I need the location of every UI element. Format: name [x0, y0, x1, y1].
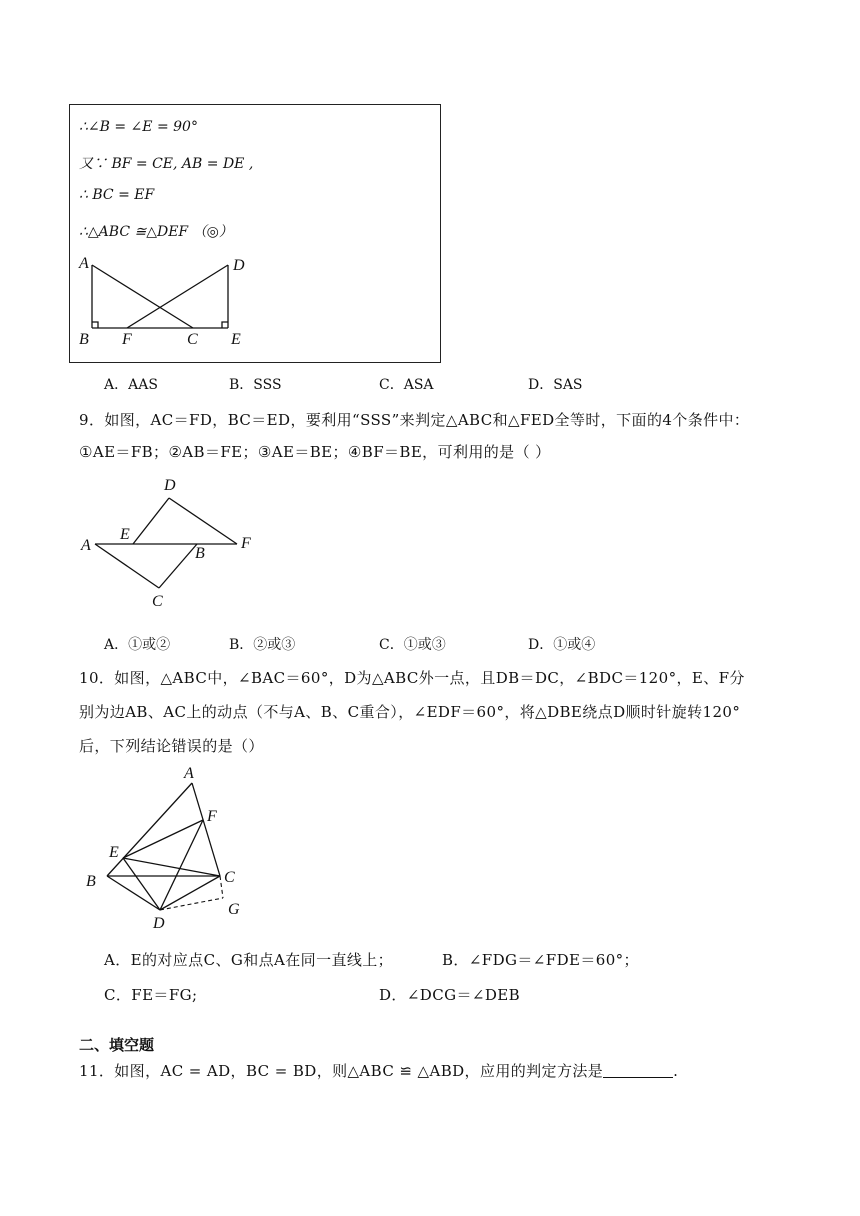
q11-period: .	[673, 1062, 679, 1080]
q10-option-a[interactable]: A．E的对应点C、G和点A在同一直线上；	[104, 951, 394, 969]
q10-text-line-1: 10．如图，△ABC中，∠BAC＝60°，D为△ABC外一点，且DB＝DC，∠BDC＝120°，E、F分	[79, 669, 745, 687]
q10-segment-fd	[160, 820, 203, 910]
q8-right-angle-e	[222, 322, 228, 328]
q10-label-d: D	[153, 915, 165, 932]
q10-option-c[interactable]: C．FE＝FG;	[104, 986, 198, 1004]
q9-segment-df	[169, 498, 237, 544]
q9-option-d[interactable]: D．①或④	[528, 637, 596, 653]
q10-text-line-3: 后，下列结论错误的是（）	[79, 737, 264, 755]
q10-dashed-cg	[220, 876, 223, 898]
q8-option-d[interactable]: D．SAS	[528, 377, 583, 393]
q11-text	[79, 1060, 678, 1081]
q10-segment-ac	[192, 783, 220, 876]
q9-segment-ac	[95, 544, 159, 588]
proof-line-2: 又∵ BF = CE, AB = DE ,	[79, 156, 254, 172]
q8-label-e: E	[231, 331, 241, 348]
q10-option-b[interactable]: B．∠FDG＝∠FDE＝60°；	[442, 951, 639, 969]
q8-option-c[interactable]: C．ASA	[379, 377, 434, 393]
q9-figure	[75, 472, 265, 612]
q8-label-c: C	[187, 331, 198, 348]
q11-answer-blank[interactable]	[603, 1063, 673, 1078]
q8-right-angle-b	[92, 322, 98, 328]
q9-segment-cb	[159, 544, 197, 588]
q9-label-b: B	[195, 545, 205, 562]
q10-label-f: F	[207, 808, 217, 825]
q10-figure	[80, 760, 270, 938]
q10-label-c: C	[224, 869, 235, 886]
q9-label-e: E	[120, 526, 130, 543]
q10-label-b: B	[86, 873, 96, 890]
q8-label-a: A	[79, 255, 89, 272]
proof-line-1: ∴∠B = ∠E = 90°	[79, 119, 198, 135]
q10-option-d[interactable]: D．∠DCG＝∠DEB	[379, 986, 521, 1004]
proof-line-3: ∴ BC = EF	[79, 187, 155, 203]
q9-label-d: D	[164, 477, 176, 494]
q9-label-f: F	[241, 535, 251, 552]
q10-label-g: G	[228, 901, 240, 918]
q8-label-d: D	[233, 257, 245, 274]
q9-option-b[interactable]: B．②或③	[229, 637, 296, 653]
q9-text-line-1: 9．如图，AC＝FD，BC＝ED，要利用“SSS”来判定△ABC和△FED全等时，下面的4个条件中：	[79, 411, 750, 429]
q10-segment-ed	[123, 858, 160, 910]
q10-label-e: E	[109, 844, 119, 861]
q10-segment-ef	[123, 820, 203, 858]
q11-question: 11．如图，AC = AD，BC = BD，则△ABC ≌ △ABD，应用的判定方法是	[79, 1062, 604, 1080]
q10-text-line-2: 别为边AB、AC上的动点（不与A、B、C重合），∠EDF＝60°，将△DBE绕点D顺时针旋转120°	[79, 703, 741, 721]
q10-segment-bd	[107, 876, 160, 910]
q9-option-a[interactable]: A．①或②	[104, 637, 171, 653]
q10-segment-ab	[107, 783, 192, 876]
q8-option-a[interactable]: A．AAS	[104, 377, 158, 393]
q8-label-b: B	[79, 331, 89, 348]
q8-label-f: F	[122, 331, 132, 348]
q10-segment-ec	[123, 858, 220, 876]
q10-label-a: A	[184, 765, 194, 782]
q9-text-line-2: ①AE＝FB；②AB＝FE；③AE＝BE；④BF＝BE，可利用的是（ ）	[79, 443, 551, 461]
q10-segment-dc	[160, 876, 220, 910]
q8-option-b[interactable]: B．SSS	[229, 377, 282, 393]
q9-segment-ed	[133, 498, 169, 544]
q9-label-a: A	[81, 537, 91, 554]
q9-label-c: C	[152, 593, 163, 610]
proof-line-4: ∴△ABC ≅△DEF （◎）	[79, 224, 233, 240]
q8-figure	[75, 250, 255, 350]
q9-option-c[interactable]: C．①或③	[379, 637, 446, 653]
section-heading-fill-in: 二、填空题	[79, 1036, 155, 1054]
